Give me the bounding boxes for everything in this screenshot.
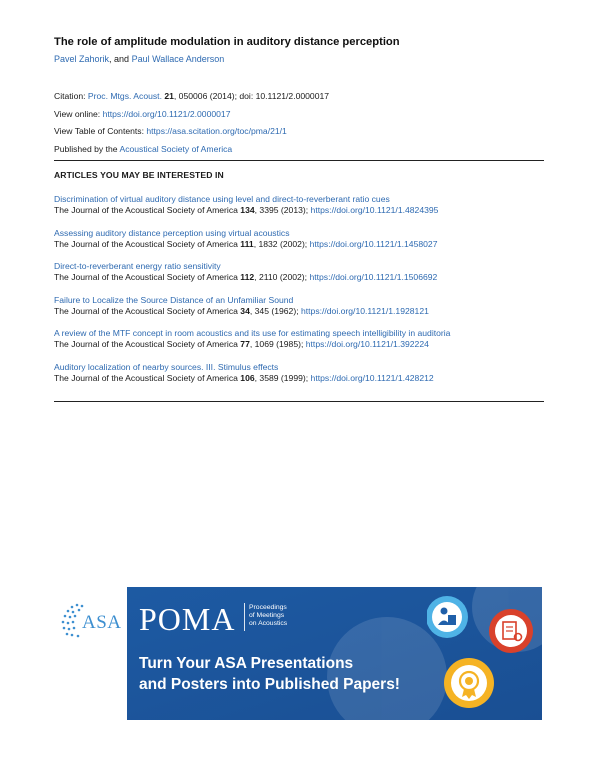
article-pages: , 2110 (2002);	[254, 272, 310, 282]
poma-banner[interactable]	[127, 587, 542, 720]
article-citation	[54, 272, 554, 283]
article-doi-link[interactable]: https://doi.org/10.1121/1.392224	[305, 339, 429, 349]
publisher-label: Published by the	[54, 143, 120, 154]
poma-subtitle-line: Proceedings	[249, 604, 287, 611]
article-journal: The Journal of the Acoustical Society of America	[54, 372, 241, 383]
poma-subtitle	[249, 604, 287, 628]
article-item	[54, 295, 554, 329]
poma-logo-text: POMA	[139, 601, 236, 637]
banner-headline-line-2: and Posters into Published Papers!	[139, 676, 400, 693]
poma-subtitle-line: of Meetings	[249, 612, 285, 619]
toc-row	[54, 123, 329, 141]
article-pages: , 1832 (2002);	[253, 238, 310, 249]
article-title-link[interactable]: Direct-to-reverberant energy ratio sensitivity	[54, 261, 221, 271]
related-articles-list	[54, 194, 554, 395]
article-doi-link[interactable]: https://doi.org/10.1121/1.1458027	[309, 238, 438, 249]
publisher-row	[54, 141, 329, 159]
article-item	[54, 362, 554, 396]
toc-label: View Table of Contents:	[54, 126, 147, 136]
article-item	[54, 328, 554, 362]
article-pages: , 3395 (2013);	[254, 205, 311, 215]
paper-title: The role of amplitude modulation in auditory distance perception	[54, 36, 400, 48]
article-volume: 112	[240, 272, 255, 282]
article-journal: The Journal of the Acoustical Society of America	[54, 339, 241, 349]
presenter-icon	[427, 596, 468, 638]
article-item	[54, 194, 554, 228]
article-doi-link[interactable]: https://doi.org/10.1121/1.428212	[310, 372, 434, 383]
article-citation	[54, 205, 554, 216]
citation-label: Citation:	[54, 91, 88, 101]
poma-divider	[244, 603, 245, 631]
article-title-link[interactable]: A review of the MTF concept in room acoustics and its use for estimating speech intelligibility in auditoria	[54, 328, 451, 338]
article-citation	[54, 373, 554, 384]
banner-headline	[139, 653, 400, 695]
article-pages: , 3589 (1999);	[254, 372, 311, 383]
article-volume: 111	[240, 238, 254, 249]
section-heading: ARTICLES YOU MAY BE INTERESTED IN	[54, 170, 224, 180]
top-divider	[54, 160, 544, 161]
toc-link[interactable]: https://asa.scitation.org/toc/pma/21/1	[146, 126, 287, 136]
article-journal: The Journal of the Acoustical Society of America	[54, 205, 241, 215]
view-online-label: View online:	[54, 108, 103, 119]
article-journal: The Journal of the Acoustical Society of America	[54, 238, 241, 249]
article-journal: The Journal of the Acoustical Society of America	[54, 305, 241, 316]
author-link-1[interactable]: Pavel Zahorik	[54, 54, 110, 64]
article-pages: , 345 (1962);	[249, 305, 301, 316]
publisher-link[interactable]: Acoustical Society of America	[119, 143, 233, 154]
citation-rest: , 050006 (2014); doi: 10.1121/2.0000017	[173, 91, 330, 101]
article-title-link[interactable]: Auditory localization of nearby sources. III. Stimulus effects	[54, 361, 279, 372]
author-separator: , and	[109, 54, 132, 64]
article-journal: The Journal of the Acoustical Society of America	[54, 272, 241, 282]
article-volume: 134	[240, 205, 255, 215]
article-doi-link[interactable]: https://doi.org/10.1121/1.4824395	[310, 205, 439, 215]
article-item	[54, 261, 554, 295]
article-volume: 106	[240, 372, 255, 383]
citation-row	[54, 88, 329, 106]
citation-volume: 21	[164, 91, 174, 101]
article-pages: , 1069 (1985);	[249, 339, 306, 349]
author-link-2[interactable]: Paul Wallace Anderson	[131, 54, 225, 64]
article-doi-link[interactable]: https://doi.org/10.1121/1.1506692	[309, 272, 438, 282]
award-badge-icon	[444, 658, 494, 708]
article-doi-link[interactable]: https://doi.org/10.1121/1.1928121	[300, 305, 429, 316]
banner-icons	[427, 591, 539, 717]
article-title-link[interactable]: Failure to Localize the Source Distance of an Unfamiliar Sound	[54, 294, 294, 305]
banner-headline-line-1: Turn Your ASA Presentations	[139, 655, 354, 672]
document-search-icon	[489, 609, 533, 653]
author-line	[54, 54, 224, 64]
article-citation	[54, 339, 554, 350]
article-citation	[54, 239, 554, 250]
metadata-block	[54, 88, 329, 158]
asa-logo-text: ASA	[82, 612, 122, 633]
article-volume: 34	[240, 305, 250, 316]
bottom-divider	[54, 401, 544, 402]
article-volume: 77	[240, 339, 250, 349]
article-title-link[interactable]: Assessing auditory distance perception using virtual acoustics	[54, 227, 290, 238]
view-online-row	[54, 106, 329, 124]
article-citation	[54, 306, 554, 317]
article-title-link[interactable]: Discrimination of virtual auditory distance using level and direct-to-reverberant ratio cues	[54, 194, 390, 204]
article-item	[54, 228, 554, 262]
view-online-link[interactable]: https://doi.org/10.1121/2.0000017	[102, 108, 231, 119]
poma-subtitle-line: on Acoustics	[249, 620, 288, 627]
citation-journal-link[interactable]: Proc. Mtgs. Acoust.	[87, 91, 162, 101]
